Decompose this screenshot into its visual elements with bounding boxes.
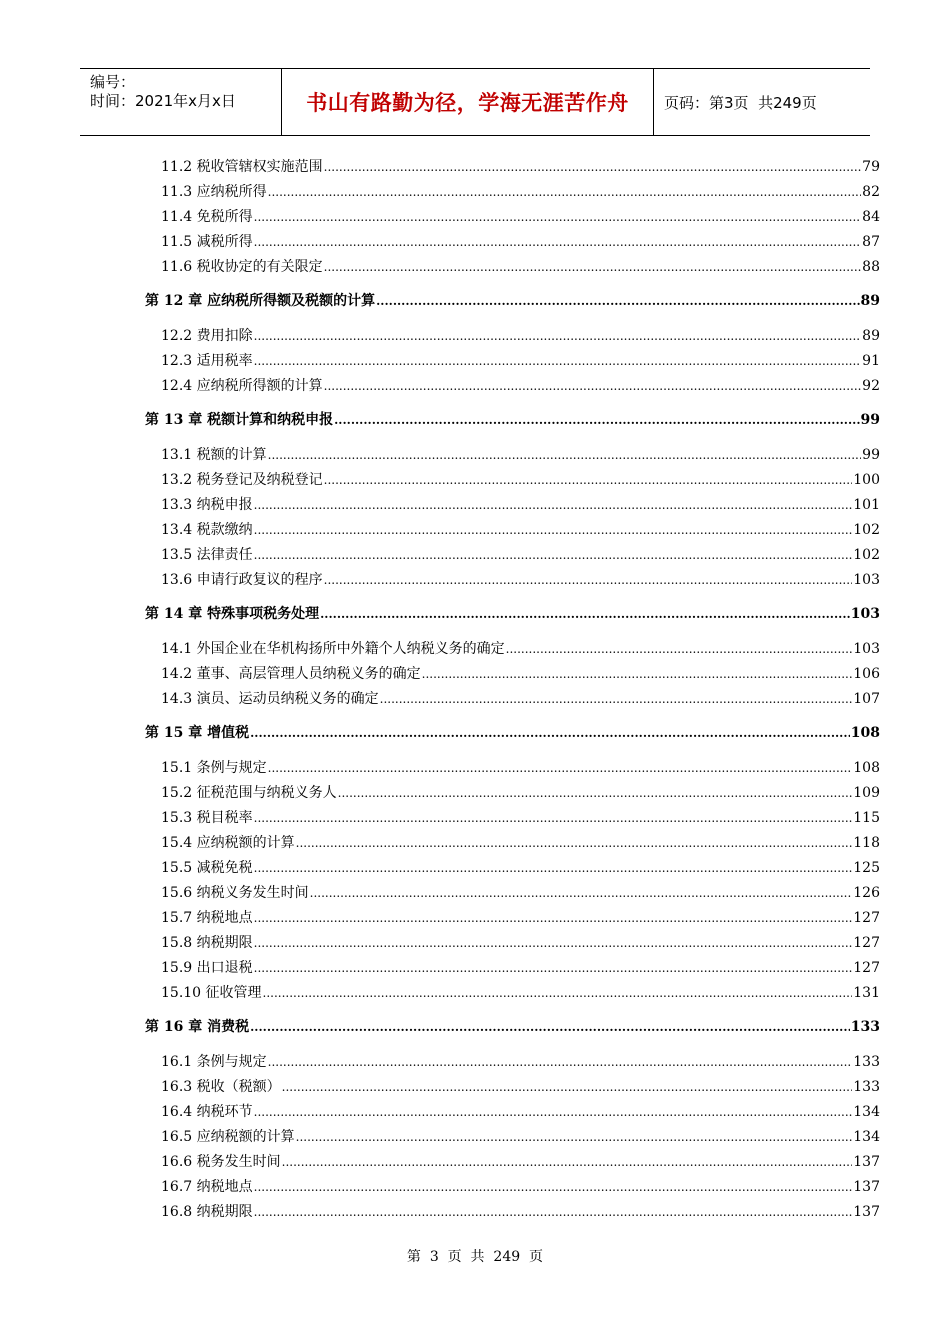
toc-entry-page: 103 [853, 641, 880, 657]
toc-entry-title: 12.2 费用扣除 [161, 328, 253, 344]
toc-entry-title: 14.3 演员、运动员纳税义务的确定 [161, 691, 379, 707]
toc-section-entry[interactable] [161, 445, 880, 465]
toc-dot-leader [254, 908, 853, 928]
toc-dot-leader [324, 157, 862, 177]
toc-entry-title: 11.6 税收协定的有关限定 [161, 259, 323, 275]
toc-dot-leader [324, 570, 853, 590]
toc-entry-page: 134 [853, 1104, 880, 1120]
toc-section-entry[interactable] [161, 1052, 880, 1072]
toc-entry-title: 15.2 征税范围与纳税义务人 [161, 785, 337, 801]
toc-entry-title: 12.4 应纳税所得额的计算 [161, 378, 323, 394]
toc-chapter-entry[interactable] [145, 604, 880, 624]
toc-section-entry[interactable] [161, 639, 880, 659]
toc-entry-page: 87 [862, 234, 880, 250]
toc-section-entry[interactable] [161, 182, 880, 202]
toc-dot-leader [250, 723, 850, 743]
toc-entry-title: 14.1 外国企业在华机构扬所中外籍个人纳税义务的确定 [161, 641, 505, 657]
toc-entry-page: 115 [853, 810, 880, 826]
toc-entry-page: 131 [853, 985, 880, 1001]
toc-entry-page: 99 [860, 412, 880, 428]
toc-entry-title: 第 16 章 消费税 [145, 1019, 250, 1035]
toc-entry-title: 14.2 董事、高层管理人员纳税义务的确定 [161, 666, 421, 682]
toc-entry-page: 106 [853, 666, 880, 682]
toc-dot-leader [268, 1052, 853, 1072]
toc-dot-leader [320, 604, 850, 624]
toc-dot-leader [422, 664, 853, 684]
toc-entry-title: 11.4 免税所得 [161, 209, 253, 225]
toc-entry-title: 第 13 章 税额计算和纳税申报 [145, 412, 334, 428]
toc-dot-leader [263, 983, 853, 1003]
toc-entry-page: 127 [853, 960, 880, 976]
toc-entry-title: 16.5 应纳税额的计算 [161, 1129, 295, 1145]
toc-dot-leader [254, 495, 853, 515]
toc-dot-leader [334, 410, 859, 430]
header-number-label: 编号： [90, 73, 136, 91]
toc-entry-page: 137 [853, 1154, 880, 1170]
toc-dot-leader [380, 689, 853, 709]
toc-entry-title: 16.8 纳税期限 [161, 1204, 253, 1220]
toc-entry-page: 99 [862, 447, 880, 463]
toc-section-entry[interactable] [161, 983, 880, 1003]
toc-dot-leader [268, 182, 862, 202]
toc-section-entry[interactable] [161, 470, 880, 490]
toc-chapter-entry[interactable] [145, 291, 880, 311]
toc-dot-leader [254, 207, 862, 227]
toc-dot-leader [506, 639, 853, 659]
toc-section-entry[interactable] [161, 1127, 880, 1147]
toc-section-entry[interactable] [161, 858, 880, 878]
page-footer: 第 3 页 共 249 页 [406, 1249, 544, 1265]
toc-entry-page: 126 [853, 885, 880, 901]
toc-entry-title: 13.4 税款缴纳 [161, 522, 253, 538]
toc-entry-page: 107 [853, 691, 880, 707]
toc-section-entry[interactable] [161, 1202, 880, 1222]
toc-entry-title: 第 14 章 特殊事项税务处理 [145, 606, 320, 622]
toc-dot-leader [338, 783, 853, 803]
toc-entry-page: 102 [853, 547, 880, 563]
toc-entry-title: 11.3 应纳税所得 [161, 184, 267, 200]
toc-entry-title: 15.10 征收管理 [161, 985, 262, 1001]
toc-dot-leader [310, 883, 853, 903]
toc-entry-page: 108 [853, 760, 880, 776]
toc-entry-title: 第 12 章 应纳税所得额及税额的计算 [145, 293, 376, 309]
toc-section-entry[interactable] [161, 157, 880, 177]
toc-entry-title: 15.5 减税免税 [161, 860, 253, 876]
toc-entry-title: 15.4 应纳税额的计算 [161, 835, 295, 851]
toc-entry-title: 13.1 税额的计算 [161, 447, 267, 463]
toc-dot-leader [254, 326, 862, 346]
toc-section-entry[interactable] [161, 1152, 880, 1172]
toc-section-entry[interactable] [161, 758, 880, 778]
toc-section-entry[interactable] [161, 257, 880, 277]
header-motto: 书山有路勤为径，学海无涯苦作舟 [282, 69, 654, 135]
toc-dot-leader [376, 291, 859, 311]
toc-entry-page: 88 [862, 259, 880, 275]
toc-section-entry[interactable] [161, 908, 880, 928]
toc-chapter-entry[interactable] [145, 1017, 880, 1037]
toc-dot-leader [254, 1102, 853, 1122]
toc-entry-title: 第 15 章 增值税 [145, 725, 250, 741]
toc-entry-title: 15.6 纳税义务发生时间 [161, 885, 309, 901]
toc-section-entry[interactable] [161, 1077, 880, 1097]
toc-entry-title: 13.2 税务登记及纳税登记 [161, 472, 323, 488]
toc-dot-leader [268, 445, 862, 465]
toc-section-entry[interactable] [161, 958, 880, 978]
toc-section-entry[interactable] [161, 883, 880, 903]
toc-dot-leader [254, 232, 862, 252]
page-header [80, 68, 870, 136]
toc-entry-title: 13.6 申请行政复议的程序 [161, 572, 323, 588]
toc-dot-leader [254, 933, 853, 953]
toc-entry-page: 92 [862, 378, 880, 394]
toc-section-entry[interactable] [161, 664, 880, 684]
toc-dot-leader [254, 1202, 853, 1222]
toc-chapter-entry[interactable] [145, 723, 880, 743]
toc-entry-title: 13.5 法律责任 [161, 547, 253, 563]
toc-dot-leader [324, 257, 862, 277]
toc-section-entry[interactable] [161, 570, 880, 590]
toc-entry-title: 16.7 纳税地点 [161, 1179, 253, 1195]
toc-dot-leader [254, 858, 853, 878]
toc-entry-page: 79 [862, 159, 880, 175]
toc-entry-page: 89 [860, 293, 880, 309]
toc-dot-leader [324, 470, 853, 490]
toc-section-entry[interactable] [161, 520, 880, 540]
toc-section-entry[interactable] [161, 1177, 880, 1197]
toc-entry-title: 15.1 条例与规定 [161, 760, 267, 776]
toc-entry-page: 134 [853, 1129, 880, 1145]
toc-section-entry[interactable] [161, 232, 880, 252]
toc-section-entry[interactable] [161, 783, 880, 803]
toc-dot-leader [254, 958, 853, 978]
toc-entry-page: 103 [850, 606, 880, 622]
toc-dot-leader [296, 1127, 853, 1147]
toc-entry-page: 133 [850, 1019, 880, 1035]
toc-entry-title: 16.6 税务发生时间 [161, 1154, 281, 1170]
toc-entry-page: 125 [853, 860, 880, 876]
toc-entry-page: 137 [853, 1204, 880, 1220]
toc-section-entry[interactable] [161, 545, 880, 565]
toc-dot-leader [268, 758, 853, 778]
toc-section-entry[interactable] [161, 376, 880, 396]
header-meta [80, 69, 282, 135]
toc-entry-page: 127 [853, 935, 880, 951]
toc-entry-page: 84 [862, 209, 880, 225]
toc-entry-page: 100 [853, 472, 880, 488]
toc-dot-leader [296, 833, 853, 853]
toc-entry-page: 82 [862, 184, 880, 200]
toc-section-entry[interactable] [161, 833, 880, 853]
toc-entry-title: 15.7 纳税地点 [161, 910, 253, 926]
toc-entry-title: 11.5 减税所得 [161, 234, 253, 250]
toc-entry-title: 13.3 纳税申报 [161, 497, 253, 513]
toc-entry-page: 118 [853, 835, 880, 851]
toc-section-entry[interactable] [161, 808, 880, 828]
toc-entry-page: 101 [853, 497, 880, 513]
header-page-label: 页码：第3页 共249页 [664, 93, 817, 112]
toc-dot-leader [254, 545, 853, 565]
toc-entry-title: 16.4 纳税环节 [161, 1104, 253, 1120]
toc-entry-title: 16.1 条例与规定 [161, 1054, 267, 1070]
toc-chapter-entry[interactable] [145, 410, 880, 430]
toc-dot-leader [324, 376, 862, 396]
toc-section-entry[interactable] [161, 1102, 880, 1122]
toc-section-entry[interactable] [161, 933, 880, 953]
toc-entry-title: 15.3 税目税率 [161, 810, 253, 826]
toc-dot-leader [254, 520, 853, 540]
toc-entry-page: 133 [853, 1079, 880, 1095]
toc-section-entry[interactable] [161, 495, 880, 515]
toc-dot-leader [254, 1177, 853, 1197]
toc-entry-page: 109 [853, 785, 880, 801]
toc-section-entry[interactable] [161, 689, 880, 709]
toc-dot-leader [254, 351, 862, 371]
header-time-label: 时间：2021年x月x日 [90, 92, 236, 110]
toc-entry-page: 103 [853, 572, 880, 588]
toc-entry-title: 15.8 纳税期限 [161, 935, 253, 951]
toc-entry-page: 89 [862, 328, 880, 344]
toc-dot-leader [250, 1017, 850, 1037]
toc-entry-page: 91 [862, 353, 880, 369]
toc-dot-leader [282, 1152, 853, 1172]
toc-entry-title: 11.2 税收管辖权实施范围 [161, 159, 323, 175]
toc-section-entry[interactable] [161, 207, 880, 227]
toc-dot-leader [254, 808, 853, 828]
toc-entry-title: 15.9 出口退税 [161, 960, 253, 976]
toc-entry-page: 108 [850, 725, 880, 741]
toc-section-entry[interactable] [161, 351, 880, 371]
toc-entry-page: 127 [853, 910, 880, 926]
toc-entry-title: 16.3 税收（税额） [161, 1079, 281, 1095]
toc-entry-page: 133 [853, 1054, 880, 1070]
toc-entry-page: 137 [853, 1179, 880, 1195]
toc-entry-title: 12.3 适用税率 [161, 353, 253, 369]
toc-dot-leader [282, 1077, 853, 1097]
toc-section-entry[interactable] [161, 326, 880, 346]
toc-entry-page: 102 [853, 522, 880, 538]
